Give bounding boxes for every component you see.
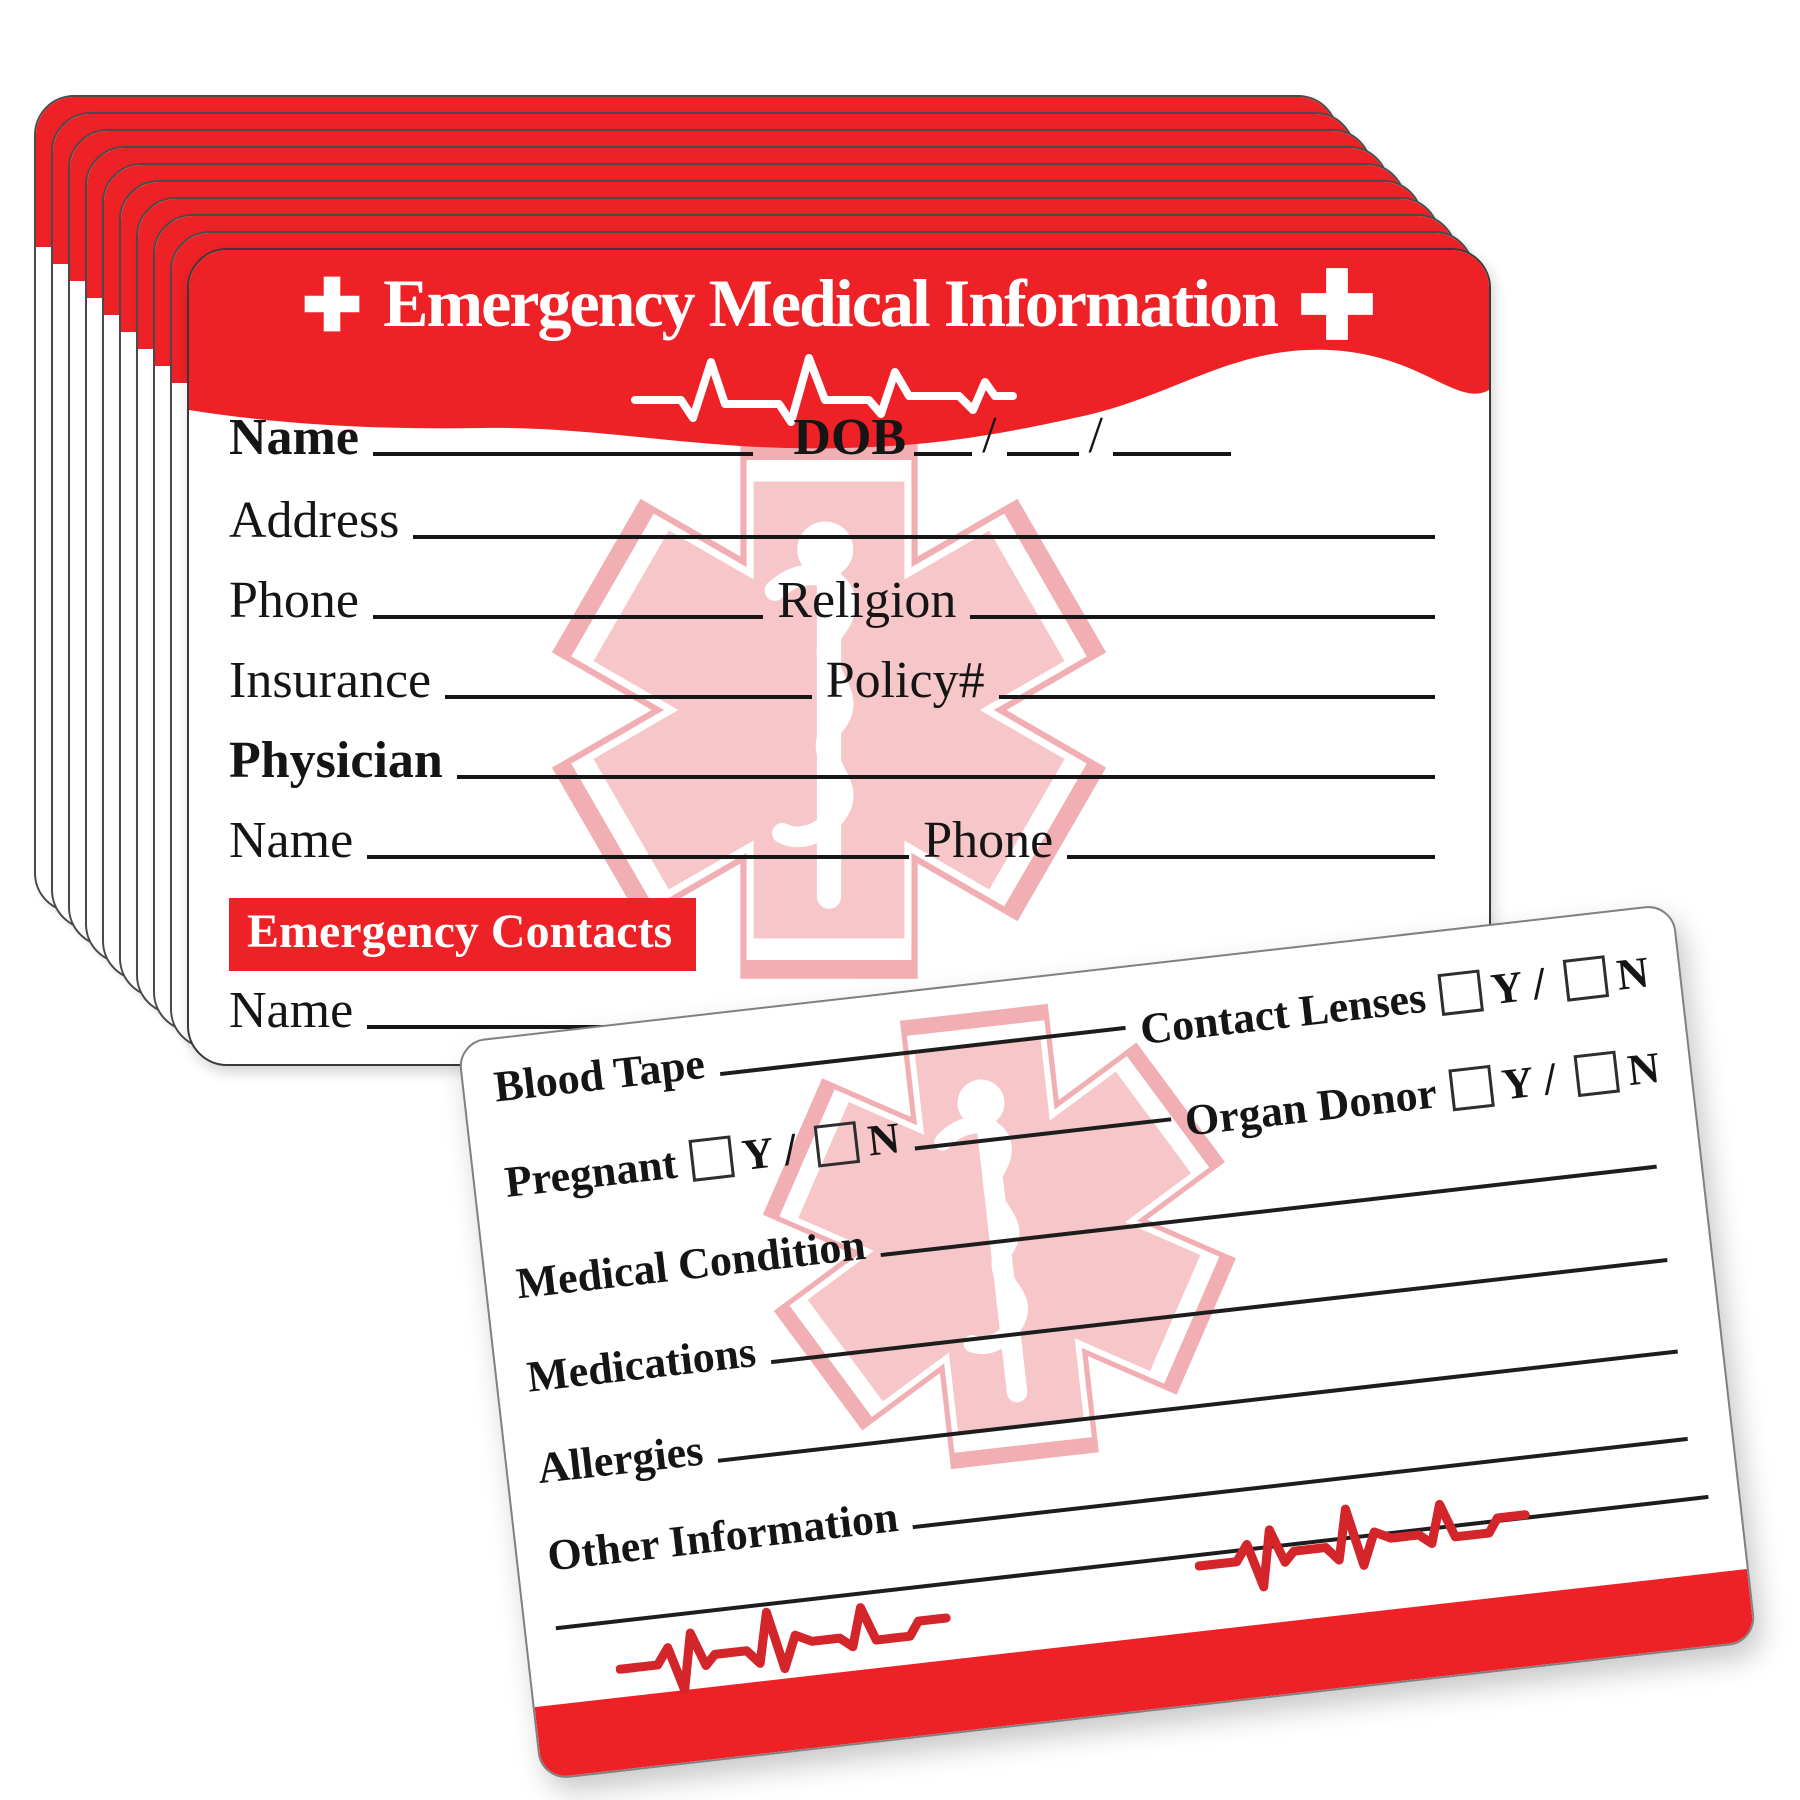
- insurance-blank-line: [445, 695, 812, 699]
- yes-checkbox: [688, 1135, 734, 1181]
- physician-row: [229, 732, 1449, 789]
- no-checkbox: [1563, 955, 1609, 1001]
- dob-blank-line: [1113, 452, 1231, 456]
- religion-label: Religion: [777, 572, 957, 629]
- medical-cross-icon: [303, 275, 361, 333]
- physician-phone-label: Phone: [923, 812, 1054, 869]
- yes-label: Y: [1499, 1057, 1537, 1110]
- phone-label: Phone: [229, 572, 359, 629]
- no-checkbox: [814, 1121, 860, 1167]
- physician-label: Physician: [229, 732, 443, 789]
- phone-blank-line: [373, 615, 763, 619]
- allergies-label: Allergies: [534, 1425, 706, 1494]
- organ-donor-group: [1183, 1044, 1662, 1144]
- yn-slash: /: [780, 1123, 800, 1176]
- medical-condition-label: Medical Condition: [513, 1219, 868, 1309]
- no-checkbox: [1574, 1051, 1620, 1097]
- card-title: Emergency Medical Information: [383, 265, 1277, 342]
- yes-checkbox: [1437, 970, 1483, 1016]
- phone-religion-row: [229, 572, 1449, 629]
- address-row: [229, 492, 1449, 549]
- address-label: Address: [229, 492, 400, 549]
- physician-name-phone-row: [229, 812, 1449, 869]
- name-blank-line: [373, 452, 753, 456]
- physician-name-label: Name: [229, 812, 354, 869]
- organ-donor-label: Organ Donor: [1182, 1068, 1440, 1146]
- other-information-label: Other Information: [544, 1491, 901, 1581]
- no-label: N: [865, 1113, 903, 1166]
- dob-label: DOB: [793, 409, 907, 466]
- physician-blank-line: [457, 775, 1435, 779]
- yn-slash: /: [1540, 1052, 1560, 1105]
- emergency-contacts-badge: Emergency Contacts: [229, 898, 696, 971]
- medical-cross-icon: [1299, 266, 1375, 342]
- yes-label: Y: [739, 1127, 777, 1180]
- no-label: N: [1614, 947, 1652, 1000]
- insurance-policy-row: [229, 652, 1449, 709]
- dob-slash: /: [1088, 407, 1103, 464]
- medical-card-front: [187, 248, 1491, 1066]
- no-label: N: [1625, 1042, 1663, 1096]
- physician-phone-blank-line: [1067, 855, 1435, 859]
- dob-blank-line: [914, 452, 972, 456]
- name-label: Name: [229, 409, 359, 466]
- insurance-label: Insurance: [229, 652, 432, 709]
- yn-slash: /: [1529, 957, 1549, 1010]
- medications-label: Medications: [524, 1327, 759, 1402]
- pregnant-label: Pregnant: [502, 1138, 680, 1207]
- dob-blank-line: [1007, 452, 1079, 456]
- name-row: [229, 407, 1239, 466]
- policy-blank-line: [999, 695, 1435, 699]
- contact-lenses-label: Contact Lenses: [1137, 972, 1429, 1055]
- emergency-name-label: Name: [229, 982, 354, 1039]
- religion-blank-line: [970, 615, 1435, 619]
- yes-label: Y: [1488, 961, 1526, 1015]
- policy-label: Policy#: [825, 652, 985, 709]
- dob-slash: /: [982, 407, 997, 464]
- physician-name-blank-line: [367, 855, 909, 859]
- yes-checkbox: [1448, 1065, 1494, 1111]
- address-blank-line: [413, 535, 1435, 539]
- blood-tape-label: Blood Tape: [491, 1038, 708, 1112]
- medical-card-back: [457, 903, 1757, 1781]
